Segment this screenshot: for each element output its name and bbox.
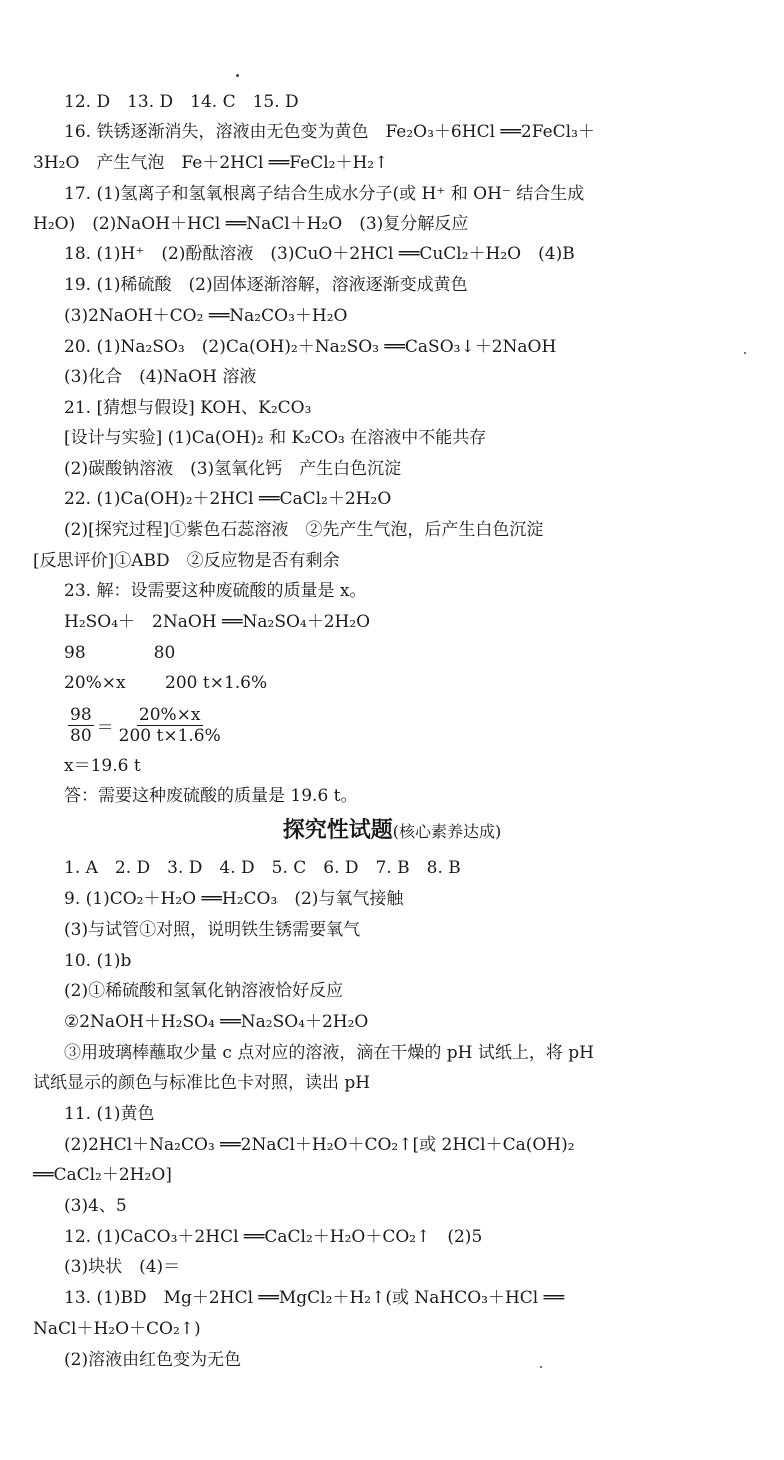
- answer-line: 11. (1)黄色: [64, 1104, 155, 1124]
- fraction-left-numerator: 98: [70, 705, 92, 725]
- answer-line: ③用玻璃棒蘸取少量 c 点对应的溶液，滴在干燥的 pH 试纸上，将 pH: [64, 1043, 594, 1063]
- answer-line: 答：需要这种废硫酸的质量是 19.6 t。: [64, 786, 358, 806]
- fraction-left-denominator: 80: [70, 726, 92, 746]
- answer-line: 12. (1)CaCO₃＋2HCl ══CaCl₂＋H₂O＋CO₂↑ (2)5: [64, 1227, 483, 1247]
- answer-line: H₂O) (2)NaOH＋HCl ══NaCl＋H₂O (3)复分解反应: [33, 214, 469, 234]
- answer-line: 3H₂O 产生气泡 Fe＋2HCl ══FeCl₂＋H₂↑: [33, 153, 389, 173]
- section-title: 探究性试题: [282, 818, 393, 843]
- answer-line: 19. (1)稀硫酸 (2)固体逐渐溶解，溶液逐渐变成黄色: [64, 275, 468, 295]
- answer-line: 21. [猜想与假设] KOH、K₂CO₃: [64, 398, 312, 418]
- answer-line: 20%×x 200 t×1.6%: [64, 673, 268, 693]
- answer-line: ②2NaOH＋H₂SO₄ ══Na₂SO₄＋2H₂O: [64, 1012, 369, 1032]
- answer-line: 试纸显示的颜色与标准比色卡对照，读出 pH: [33, 1073, 371, 1093]
- answer-line: 98 80: [64, 643, 176, 663]
- answer-line: [设计与实验] (1)Ca(OH)₂ 和 K₂CO₃ 在溶液中不能共存: [64, 428, 487, 448]
- answer-line: (2)溶液由红色变为无色: [64, 1350, 242, 1370]
- answer-line: 9. (1)CO₂＋H₂O ══H₂CO₃ (2)与氧气接触: [64, 889, 404, 909]
- answer-line: 22. (1)Ca(OH)₂＋2HCl ══CaCl₂＋2H₂O: [64, 489, 392, 509]
- fraction-equation: [68, 705, 223, 746]
- scan-speck: [236, 74, 239, 77]
- section-heading: [0, 818, 784, 845]
- fraction-right-numerator: 20%×x: [138, 705, 201, 725]
- answer-line: H₂SO₄＋ 2NaOH ══Na₂SO₄＋2H₂O: [64, 612, 371, 632]
- answer-line: NaCl＋H₂O＋CO₂↑): [33, 1319, 201, 1339]
- answer-line: 18. (1)H⁺ (2)酚酞溶液 (3)CuO＋2HCl ══CuCl₂＋H₂O (4)B: [64, 244, 575, 264]
- fraction-right: [117, 705, 223, 746]
- answer-line: (3)块状 (4)＝: [64, 1257, 181, 1277]
- answer-line: 17. (1)氢离子和氢氧根离子结合生成水分子(或 H⁺ 和 OH⁻ 结合生成: [64, 184, 585, 204]
- answer-line: (2)碳酸钠溶液 (3)氢氧化钙 产生白色沉淀: [64, 459, 402, 479]
- equals-sign: ＝: [96, 718, 114, 738]
- answer-line: (2)①稀硫酸和氢氧化钠溶液恰好反应: [64, 981, 344, 1001]
- answer-line: (2)[探究过程]①紫色石蕊溶液 ②先产生气泡，后产生白色沉淀: [64, 520, 544, 540]
- answer-line: 20. (1)Na₂SO₃ (2)Ca(OH)₂＋Na₂SO₃ ══CaSO₃↓＋2NaOH: [64, 337, 557, 357]
- fraction-left: [68, 705, 94, 746]
- answer-line: ══CaCl₂＋2H₂O]: [33, 1165, 172, 1185]
- answer-line: 12. D 13. D 14. C 15. D: [64, 92, 299, 112]
- answer-line: [反思评价]①ABD ②反应物是否有剩余: [33, 551, 340, 571]
- answer-line: (3)与试管①对照，说明铁生锈需要氧气: [64, 920, 361, 940]
- section-subtitle: (核心素养达成): [392, 822, 502, 841]
- answer-line: 23. 解：设需要这种废硫酸的质量是 x。: [64, 581, 367, 601]
- answer-line: (3)4、5: [64, 1196, 127, 1216]
- fraction-right-denominator: 200 t×1.6%: [118, 726, 221, 746]
- answer-line: (3)化合 (4)NaOH 溶液: [64, 367, 257, 387]
- answer-line: 13. (1)BD Mg＋2HCl ══MgCl₂＋H₂↑(或 NaHCO₃＋HCl ══: [64, 1288, 565, 1308]
- answer-line: (2)2HCl＋Na₂CO₃ ══2NaCl＋H₂O＋CO₂↑[或 2HCl＋Ca(OH)₂: [64, 1135, 575, 1155]
- answer-line: x＝19.6 t: [64, 756, 141, 776]
- answer-line: (3)2NaOH＋CO₂ ══Na₂CO₃＋H₂O: [64, 306, 348, 326]
- answer-line: 16. 铁锈逐渐消失，溶液由无色变为黄色 Fe₂O₃＋6HCl ══2FeCl₃＋: [64, 122, 595, 142]
- answer-line: 10. (1)b: [64, 951, 132, 971]
- answer-line: 1. A 2. D 3. D 4. D 5. C 6. D 7. B 8. B: [64, 858, 461, 878]
